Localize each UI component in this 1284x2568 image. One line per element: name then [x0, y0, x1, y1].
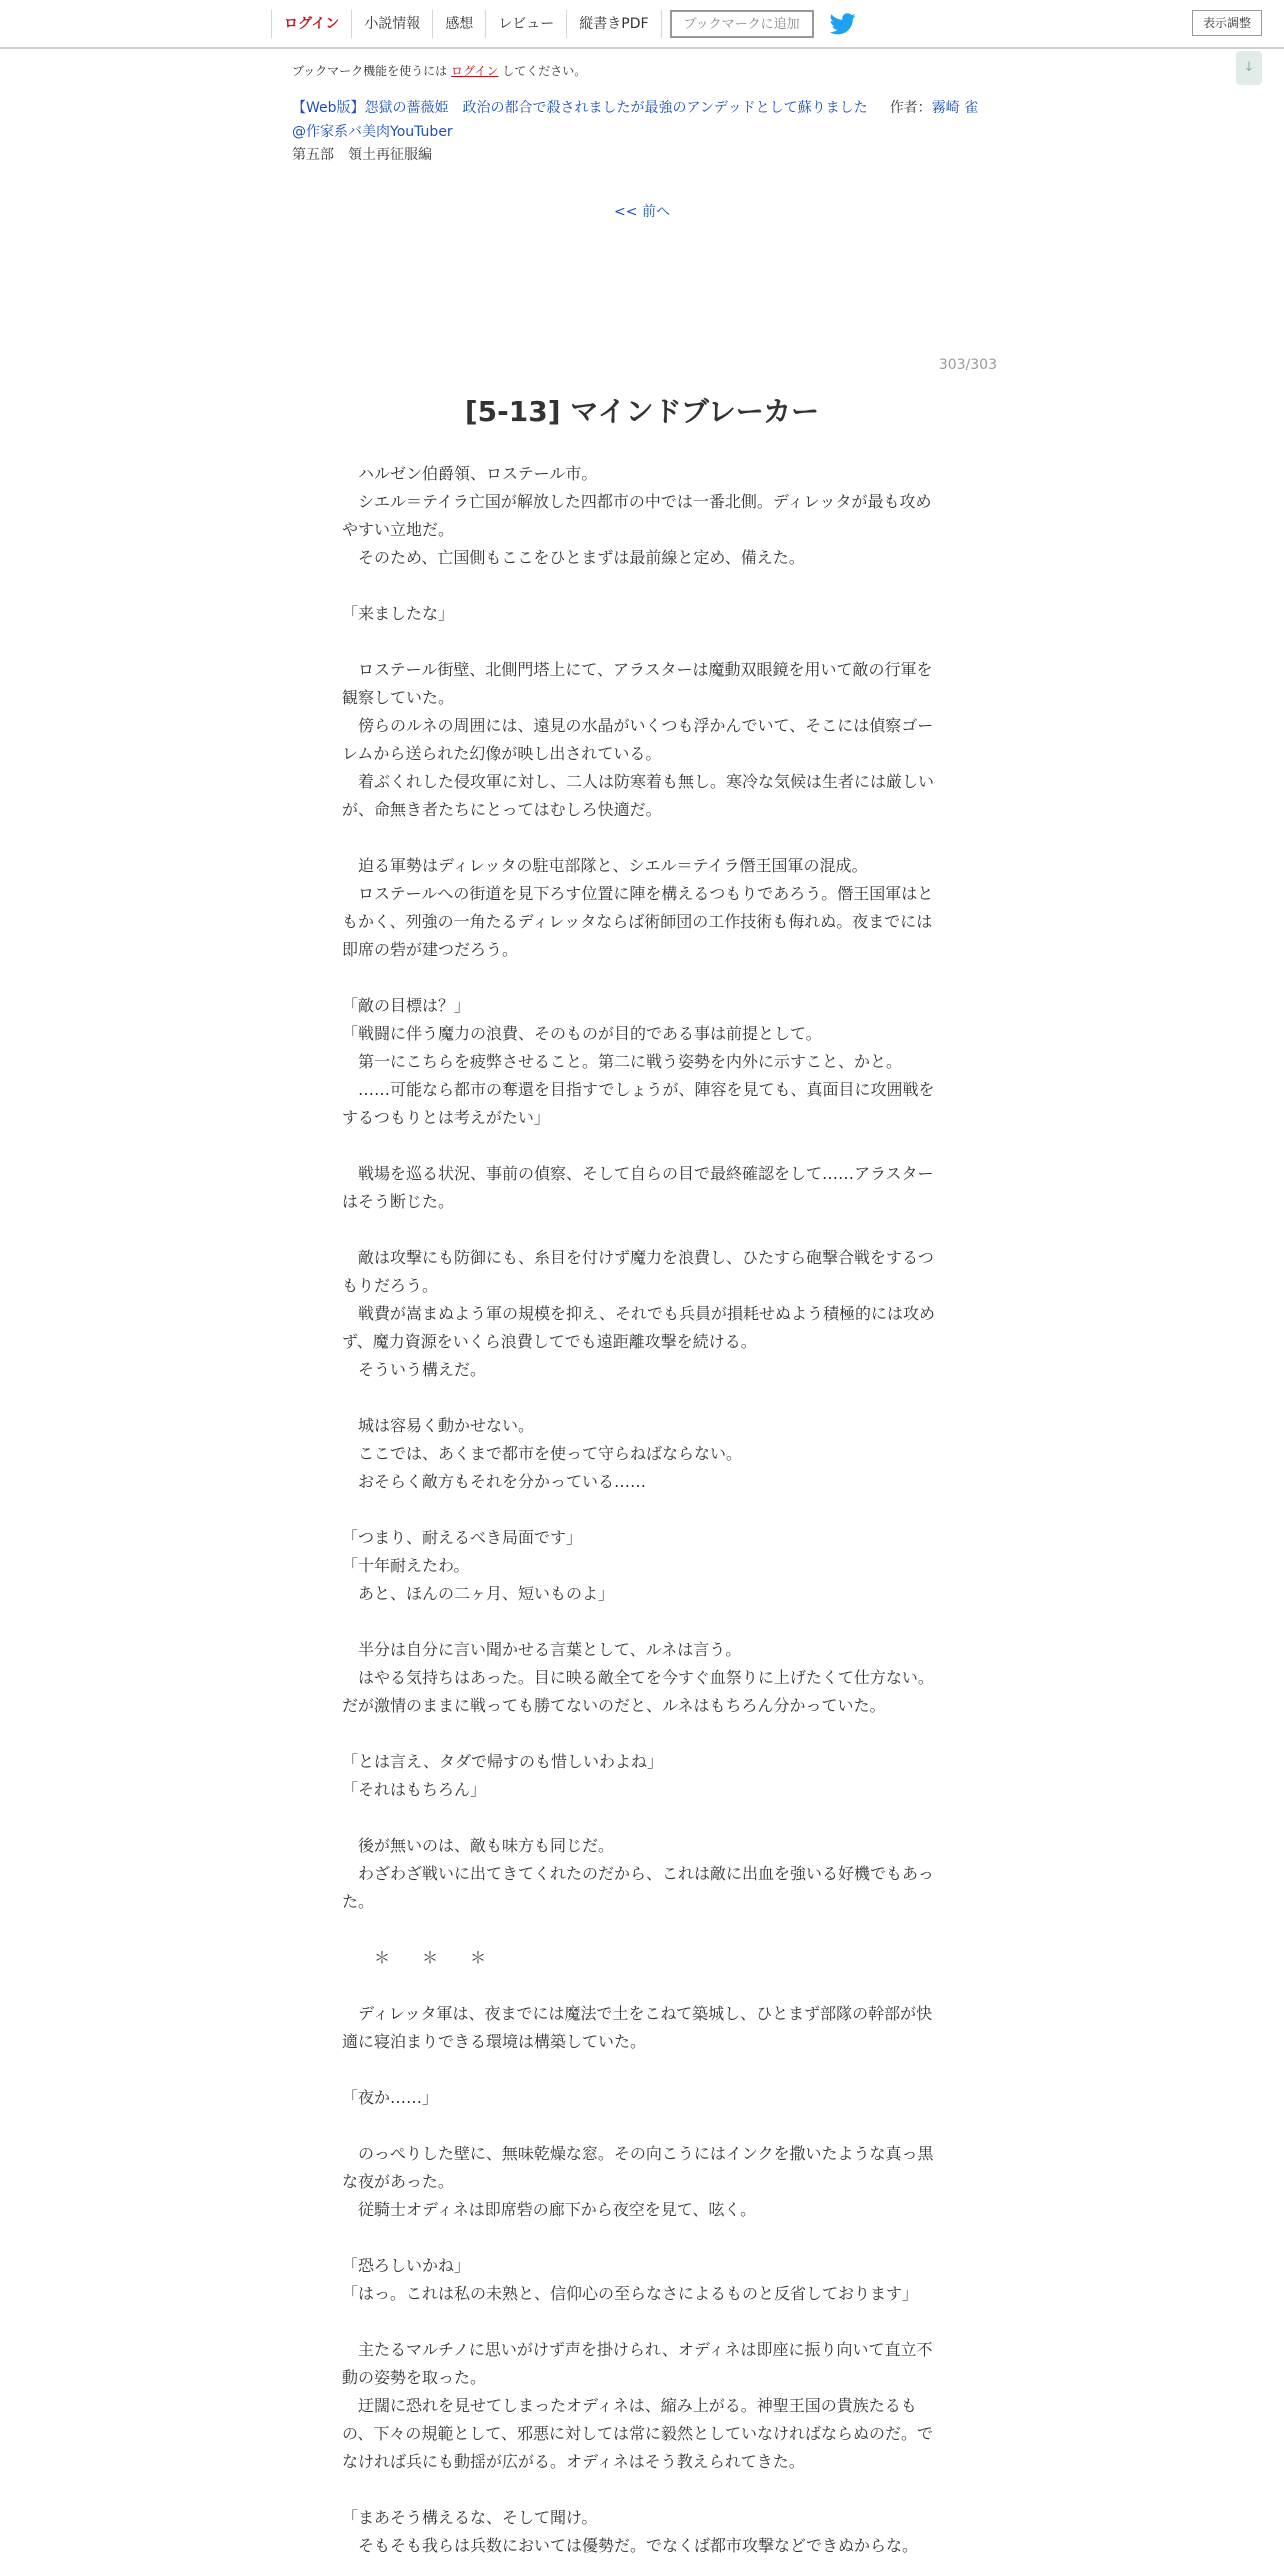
body-paragraph — [342, 1608, 942, 1636]
page-count: 303/303 — [938, 357, 997, 373]
body-paragraph: 「恐ろしいかね」 — [342, 2256, 471, 2275]
body-paragraph — [342, 964, 942, 992]
body-paragraph: ロステール街壁、北側門塔上にて、アラスターは魔動双眼鏡を用いて敵の行軍を観察していた。 — [342, 660, 933, 707]
body-paragraph: 着ぶくれした侵攻軍に対し、二人は防寒着も無し。寒冷な気候は生者には厳しいが、命無き者たちにとってはむしろ快適だ。 — [342, 772, 935, 819]
body-paragraph: そういう構えだ。 — [342, 1360, 487, 1379]
display-settings-button[interactable]: 表示調整 — [1192, 10, 1262, 36]
body-paragraph: あと、ほんの二ヶ月、短いものよ」 — [342, 1584, 615, 1603]
body-paragraph: 「それはもちろん」 — [342, 1780, 487, 1799]
body-paragraph: 城は容易く動かせない。 — [342, 1416, 535, 1435]
body-paragraph: 後が無いのは、敵も味方も同じだ。 — [342, 1836, 615, 1855]
body-paragraph — [342, 628, 942, 656]
body-paragraph: はやる気持ちはあった。目に映る敵全てを今すぐ血祭りに上げたくて仕方ない。だが激情のままに戦っても勝てないのだと、ルネはもちろん分かっていた。 — [342, 1668, 934, 1715]
body-paragraph — [342, 572, 942, 600]
login-link[interactable]: ログイン — [271, 10, 351, 38]
arrow-down-icon: ↓ — [1243, 60, 1255, 75]
body-paragraph: 戦場を巡る状況、事前の偵察、そして自らの目で最終確認をして……アラスターはそう断じた。 — [342, 1164, 934, 1211]
body-paragraph: 「とは言え、タダで帰すのも惜しいわよね」 — [342, 1752, 663, 1771]
bookmark-add-button[interactable]: ブックマークに追加 — [670, 10, 814, 38]
body-paragraph: 「夜か……」 — [342, 2088, 439, 2107]
impressions-link[interactable]: 感想 — [432, 10, 485, 38]
body-paragraph: 迂闊に恐れを見せてしまったオディネは、縮み上がる。神聖王国の貴族たるもの、下々の規範として、邪悪に対しては常に毅然としていなければならぬのだ。でなければ兵にも動揺が広がる。オディネはそう教えられてきた。 — [342, 2396, 934, 2471]
vertical-pdf-link[interactable]: 縦書きPDF — [566, 10, 661, 38]
body-paragraph — [342, 2308, 942, 2336]
body-paragraph — [342, 824, 942, 852]
body-paragraph: 「はっ。これは私の未熟と、信仰心の至らなさによるものと反省しております」 — [342, 2284, 919, 2303]
notice-text-before: ブックマーク機能を使うには — [292, 64, 448, 78]
body-paragraph — [342, 1916, 942, 1944]
body-paragraph: 従騎士オディネは即席砦の廊下から夜空を見て、呟く。 — [342, 2200, 757, 2219]
body-paragraph: 「まあそう構えるな、そして聞け。 — [342, 2508, 598, 2527]
body-paragraph: シエル＝テイラ亡国が解放した四都市の中では一番北側。ディレッタが最も攻めやすい立地だ。 — [342, 492, 932, 539]
body-paragraph: 「十年耐えたわ。 — [342, 1556, 470, 1575]
body-paragraph: 敵は攻撃にも防御にも、糸目を付けず魔力を浪費し、ひたすら砲撃合戦をするつもりだろう。 — [342, 1248, 934, 1295]
body-paragraph — [342, 1804, 942, 1832]
notice-login-link[interactable]: ログイン — [451, 64, 499, 78]
bookmark-notice — [292, 62, 586, 79]
review-link[interactable]: レビュー — [485, 10, 566, 38]
body-paragraph: 傍らのルネの周囲には、遠見の水晶がいくつも浮かんでいて、そこには偵察ゴーレムから送られた幻像が映し出されている。 — [342, 716, 934, 763]
scroll-down-tab[interactable] — [1236, 51, 1262, 85]
episode-title: [5-13] マインドブレーカー — [464, 395, 820, 428]
body-paragraph: ……可能なら都市の奪還を目指すでしょうが、陣容を見ても、真面目に攻囲戦をするつもりとは考えがたい」 — [342, 1080, 935, 1127]
twitter-bird-icon[interactable] — [830, 13, 856, 35]
body-paragraph: 「来ましたな」 — [342, 604, 455, 623]
body-paragraph — [342, 1384, 942, 1412]
series-title-link[interactable]: 【Web版】怨獄の薔薇姫 政治の都合で殺されましたが最強のアンデッドとして蘇りました — [292, 100, 868, 116]
body-paragraph: 「戦闘に伴う魔力の浪費、そのものが目的である事は前提として。 — [342, 1024, 822, 1043]
author-handle: @作家系バ美肉YouTuber — [292, 124, 453, 140]
body-paragraph — [342, 2476, 942, 2504]
prev-page-link[interactable]: << 前へ — [614, 204, 670, 220]
body-paragraph: ＊ ＊ ＊ — [342, 1948, 487, 1967]
body-paragraph — [342, 2112, 942, 2140]
novel-info-link[interactable]: 小説情報 — [351, 10, 432, 38]
author-label: 作者： — [889, 100, 932, 116]
novel-body — [342, 460, 942, 2560]
header-nav — [271, 8, 856, 40]
series-info — [292, 96, 1012, 144]
body-paragraph: 「つまり、耐えるべき局面です」 — [342, 1528, 583, 1547]
body-paragraph: わざわざ戦いに出てきてくれたのだから、これは敵に出血を強いる好機でもあった。 — [342, 1864, 934, 1911]
body-paragraph — [342, 1720, 942, 1748]
body-paragraph — [342, 2056, 942, 2084]
body-paragraph: 第一にこちらを疲弊させること。第二に戦う姿勢を内外に示すこと、かと。 — [342, 1052, 903, 1071]
body-paragraph: 半分は自分に言い聞かせる言葉として、ルネは言う。 — [342, 1640, 742, 1659]
body-paragraph: おそらく敵方もそれを分かっている…… — [342, 1472, 647, 1491]
body-paragraph: 「敵の目標は？」 — [342, 996, 471, 1015]
body-paragraph — [342, 1132, 942, 1160]
body-paragraph: ロステールへの街道を見下ろす位置に陣を構えるつもりであろう。僭王国軍はともかく、列強の一角たるディレッタならば術師団の工作技術も侮れぬ。夜までには即席の砦が建つだろう。 — [342, 884, 934, 959]
body-paragraph — [342, 1496, 942, 1524]
body-paragraph — [342, 1972, 942, 2000]
body-paragraph: 主たるマルチノに思いがけず声を掛けられ、オディネは即座に振り向いて直立不動の姿勢を取った。 — [342, 2340, 933, 2387]
body-paragraph — [342, 1216, 942, 1244]
top-navigation-bar — [0, 0, 1284, 49]
body-paragraph: そもそも我らは兵数においては優勢だ。でなくば都市攻撃などできぬからな。 — [342, 2536, 919, 2555]
body-paragraph: 迫る軍勢はディレッタの駐屯部隊と、シエル＝テイラ僭王国軍の混成。 — [342, 856, 868, 875]
body-paragraph: そのため、亡国側もここをひとまずは最前線と定め、備えた。 — [342, 548, 805, 567]
chapter-title: 第五部 領土再征服編 — [292, 147, 432, 163]
author-link[interactable]: 霧崎 雀 — [931, 100, 979, 116]
body-paragraph: 戦費が嵩まぬよう軍の規模を抑え、それでも兵員が損耗せぬよう積極的には攻めず、魔力資源をいくら浪費してでも遠距離攻撃を続ける。 — [342, 1304, 935, 1351]
body-paragraph: ここでは、あくまで都市を使って守らねばならない。 — [342, 1444, 743, 1463]
prev-page-link-wrapper — [0, 201, 1284, 221]
body-paragraph: ハルゼン伯爵領、ロステール市。 — [342, 464, 598, 483]
notice-text-after: してください。 — [502, 64, 587, 78]
body-paragraph: ディレッタ軍は、夜までには魔法で土をこねて築城し、ひとまず部隊の幹部が快適に寝泊まりできる環境は構築していた。 — [342, 2004, 933, 2051]
body-paragraph — [342, 2224, 942, 2252]
body-paragraph: のっぺりした壁に、無味乾燥な窓。その向こうにはインクを撒いたような真っ黒な夜があった。 — [342, 2144, 934, 2191]
